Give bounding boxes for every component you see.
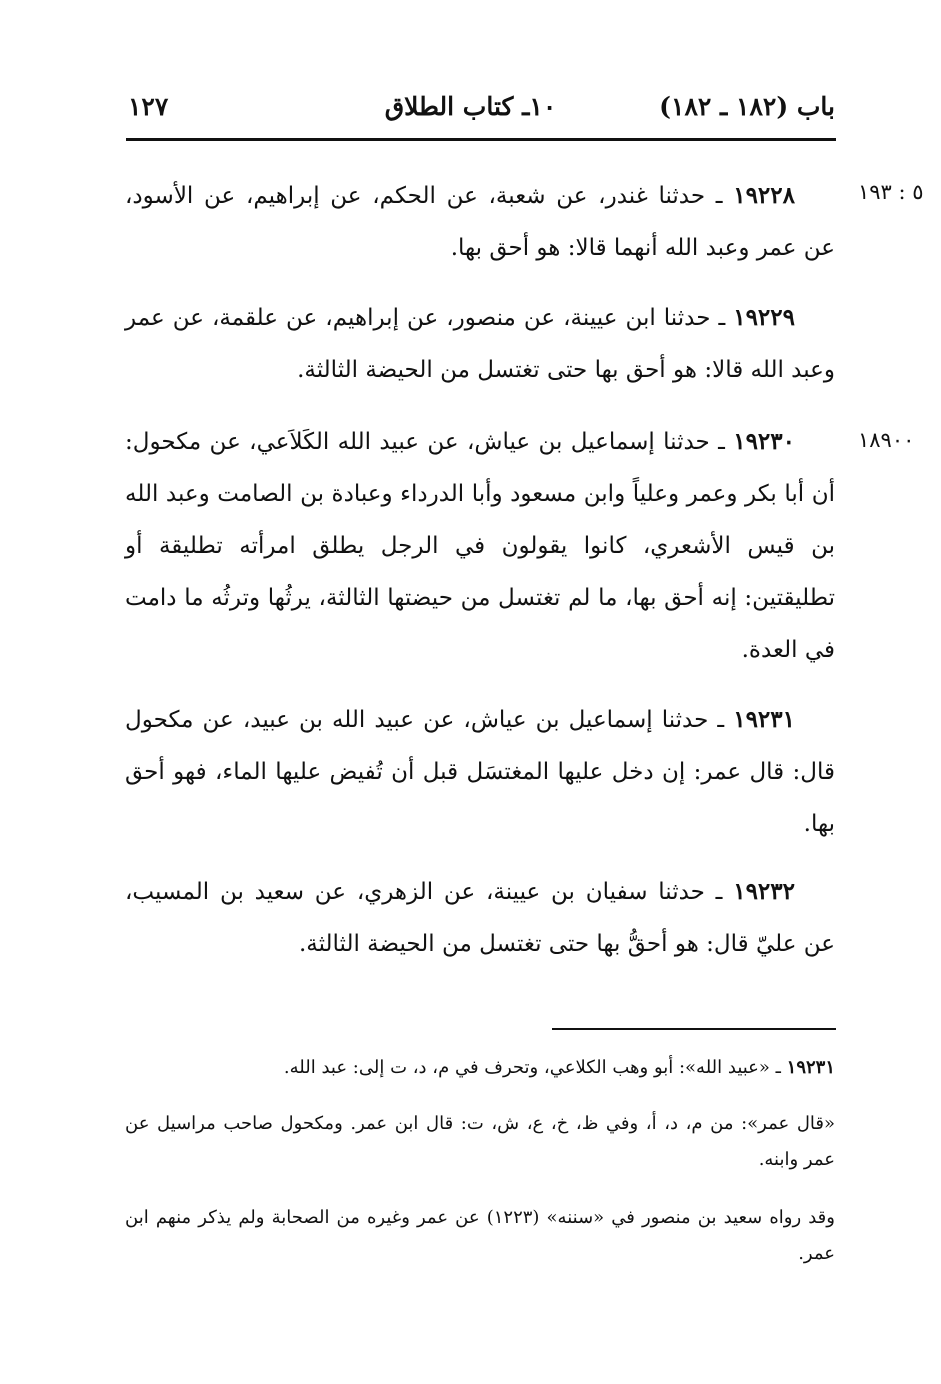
header-divider [126,138,836,141]
footnote-text: ـ «عبيد الله»: أبو وهب الكلاعي، وتحرف في م، د، ت إلى: عبد الله. [283,1057,787,1078]
footnote-text: «قال عمر»: من م، د، أ، وفي ظ، خ، ع، ش، ت: قال ابن عمر. ومكحول صاحب مراسيل عن عمر وابنه. [125,1113,835,1170]
footnote-divider [552,1028,836,1030]
hadith-text: ـ حدثنا ابن عيينة، عن منصور، عن إبراهيم، عن علقمة، عن عمر وعبد الله قالا: هو أحق بها حتى تغتسل من الحيضة الثالثة. [125,305,835,383]
margin-reference: ٥ : ١٩٣ [858,180,924,204]
hadith-paragraph [125,694,835,850]
hadith-paragraph [125,170,835,274]
hadith-paragraph [125,292,835,396]
hadith-paragraph [125,416,835,676]
hadith-number: ١٩٢٣٠ [733,428,795,455]
footnote [125,1106,835,1178]
page-number: ١٢٧ [128,92,169,121]
hadith-number: ١٩٢٣٢ [733,878,795,905]
chapter-heading: باب (١٨٢ ـ ١٨٢) [659,92,835,121]
footnote-text: وقد رواه سعيد بن منصور في «سننه» (١٢٢٣) عن عمر وغيره من الصحابة ولم يذكر منهم ابن عمر. [125,1207,835,1264]
book-title: ١٠ـ كتاب الطلاق [384,92,557,121]
hadith-number: ١٩٢٢٩ [733,304,795,331]
hadith-text: ـ حدثنا إسماعيل بن عياش، عن عبيد الله بن عبيد، عن مكحول قال: قال عمر: إن دخل عليها المغتسَل قبل أن تُفيض عليها الماء، فهو أحق بها. [125,707,835,837]
hadith-number: ١٩٢٢٨ [733,182,795,209]
margin-reference: ١٨٩٠٠ [858,428,915,452]
hadith-text: ـ حدثنا إسماعيل بن عياش، عن عبيد الله الكَلاَعي، عن مكحول: أن أبا بكر وعمر وعلياً وابن مسعود وأبا الدرداء وعبادة بن الصامت وعبد الله بن قيس الأشعري، كانوا يقولون في الرجل يطلق امرأته تطليقة أو تطليقتين: إنه أحق بها، ما لم تغتسل من حيضتها الثالثة، يرثُها وترثُه ما دامت في العدة. [125,429,835,663]
hadith-paragraph [125,866,835,970]
footnote [125,1200,835,1272]
hadith-number: ١٩٢٣١ [733,706,795,733]
hadith-text: ـ حدثنا سفيان بن عيينة، عن الزهري، عن سعيد بن المسيب، عن عليّ قال: هو أحقُّ بها حتى تغتسل من الحيضة الثالثة. [125,879,835,957]
footnote [125,1050,835,1086]
footnote-number: ١٩٢٣١ [786,1057,835,1078]
hadith-text: ـ حدثنا غندر، عن شعبة، عن الحكم، عن إبراهيم، عن الأسود، عن عمر وعبد الله أنهما قالا: هو أحق بها. [125,183,835,261]
